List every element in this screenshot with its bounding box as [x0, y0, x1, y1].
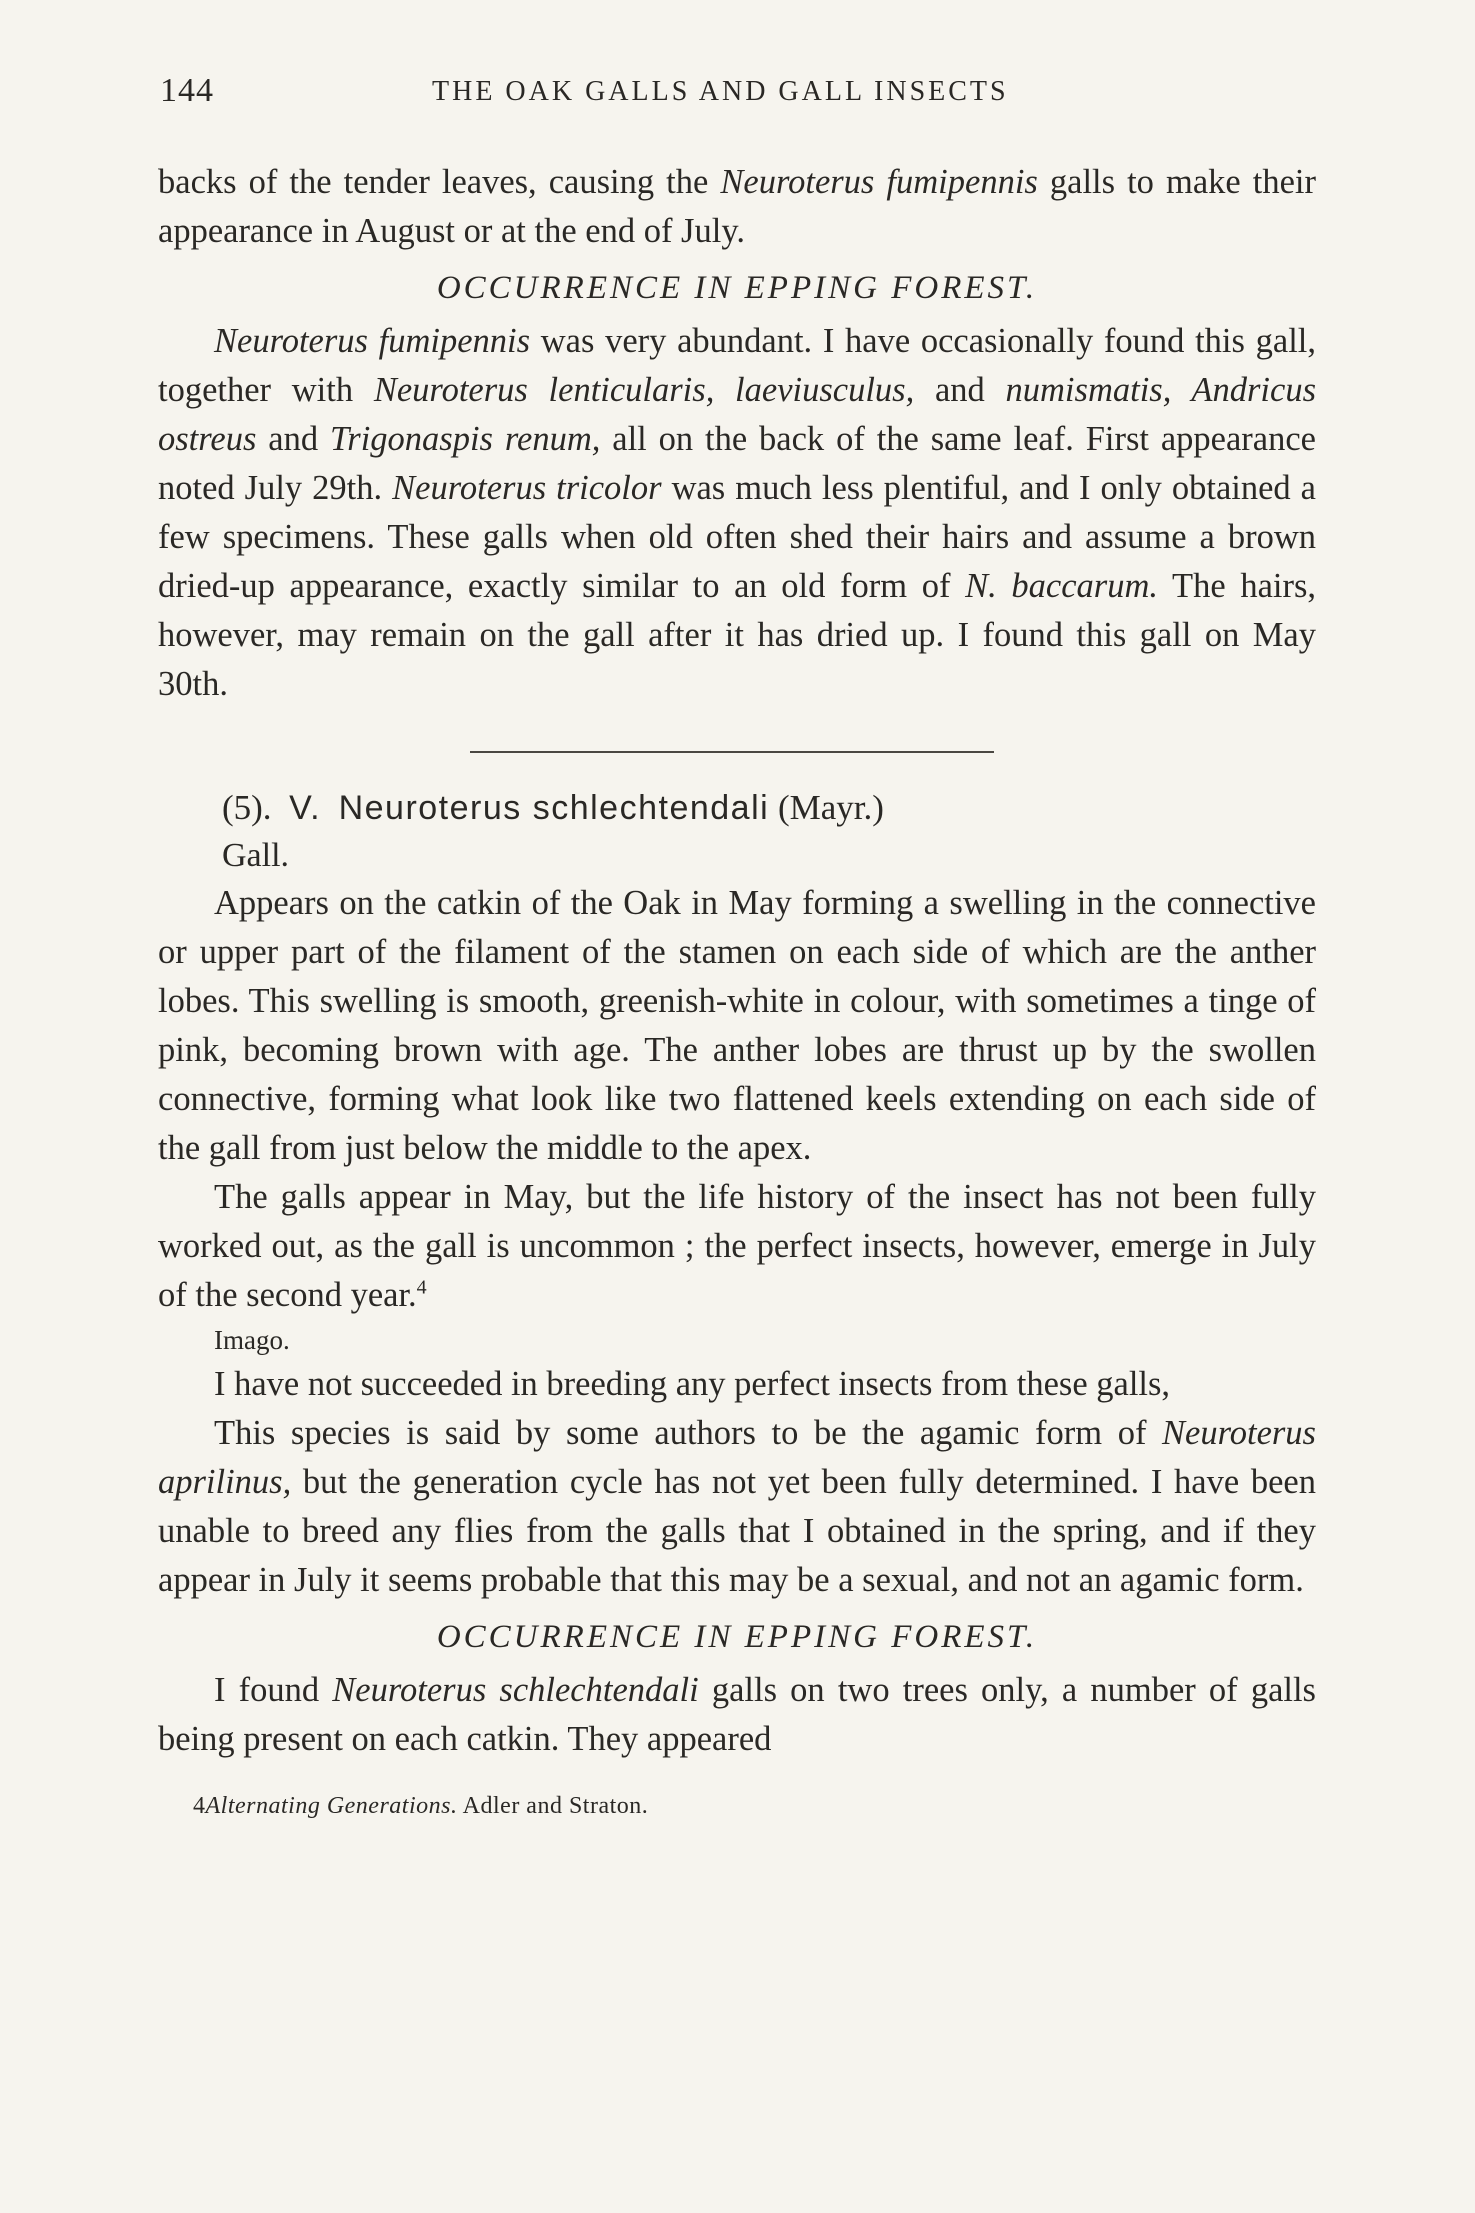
footnote-title: Alternating Generations. [205, 1793, 458, 1819]
running-head [158, 70, 1316, 120]
section-heading: OCCURRENCE IN EPPING FOREST. [436, 270, 1038, 306]
footnote-text: Adler and Straton. [457, 1793, 649, 1819]
species-number: (5). [222, 788, 272, 827]
section-heading: OCCURRENCE IN EPPING FOREST. [436, 1619, 1038, 1655]
paragraph-imago-2 [158, 1409, 1316, 1605]
text-run: galls on two trees only, a number of galls being present on each catkin. They appeared [158, 1671, 1316, 1758]
text-run: was very abundant. I have occasionally found this gall, together with [158, 322, 1316, 409]
species-name: Neuroterus schlechtendali [338, 789, 770, 827]
text-run: The galls appear in May, but the life history of the insect has not been fully worked out, as the gall is uncommon ; the perfect insects, however, emerge in July of the second year. [158, 1178, 1316, 1314]
paragraph-gall-description: Appears on the catkin of the Oak in May forming a swelling in the connective or upper part of the filament of the stamen on each side of which are the anther lobes. This swelling is smooth, greenish-white in colour, with sometimes a tinge of pink, becoming brown with age. The anther lobes are thrust up by the swollen connective, forming what look like two flattened keels extending on each side of the gall from just below the middle to the apex. [158, 884, 1316, 1167]
gall-label: Gall. [222, 837, 290, 874]
page-number: 144 [160, 72, 214, 109]
paragraph-occurrence-2 [158, 1666, 1316, 1764]
paragraph-gall-timing [158, 1173, 1316, 1320]
species-italic: Neuroterus lenticularis, laeviusculus, [373, 371, 915, 409]
text-run: was much less plentiful, and I only obtained a few specimens. These galls when old often shed their hairs and assume a brown dried-up appearance, exactly similar to an old form of [158, 469, 1316, 605]
text-run: and [914, 371, 1006, 409]
body-text [158, 158, 1316, 1831]
running-title: THE OAK GALLS AND GALL INSECTS [432, 76, 1009, 107]
text-run: I found [214, 1671, 333, 1709]
paragraph-occurrence-1 [158, 317, 1316, 709]
species-italic: Neuroterus tricolor [392, 469, 662, 507]
imago-label: Imago. [214, 1325, 290, 1355]
species-italic: Neuroterus fumipennis [720, 163, 1038, 201]
text-run: backs of the tender leaves, causing the [158, 163, 721, 201]
footnote-number: 4 [193, 1793, 206, 1819]
species-italic: numismatis, Andricus ostreus [158, 371, 1317, 458]
book-page [158, 70, 1316, 1831]
text-run: but the generation cycle has not yet been fully determined. I have been unable to breed any flies from the galls that I obtained in the spring, and if they appear in July it seems probable that this may be a sexual, and not an agamic form. [158, 1463, 1316, 1599]
footnote-marker: 4 [416, 1276, 427, 1299]
paragraph-imago-1: I have not succeeded in breeding any perfect insects from these galls, [214, 1365, 1171, 1403]
species-roman: V. [289, 789, 322, 827]
species-italic: Neuroterus aprilinus, [158, 1414, 1316, 1501]
species-italic: Trigonaspis renum, [330, 420, 601, 458]
species-italic: Neuroterus fumipennis [214, 322, 531, 360]
text-run: The hairs, however, may remain on the gall after it has dried up. I found this gall on May 30th. [158, 567, 1317, 703]
text-run: galls to make their appearance in August or at the end of July. [158, 163, 1316, 250]
species-italic: N. baccarum. [965, 567, 1159, 605]
species-title [222, 783, 1316, 833]
species-authority: (Mayr.) [777, 788, 884, 827]
text-run: This species is said by some authors to be the agamic form of [214, 1414, 1163, 1452]
paragraph-intro [158, 158, 1316, 256]
species-italic: Neuroterus schlechtendali [332, 1671, 699, 1709]
section-divider [470, 751, 994, 753]
text-run: all on the back of the same leaf. First appearance noted July 29th. [158, 420, 1316, 507]
text-run: and [256, 420, 330, 458]
footnote [193, 1782, 1316, 1831]
